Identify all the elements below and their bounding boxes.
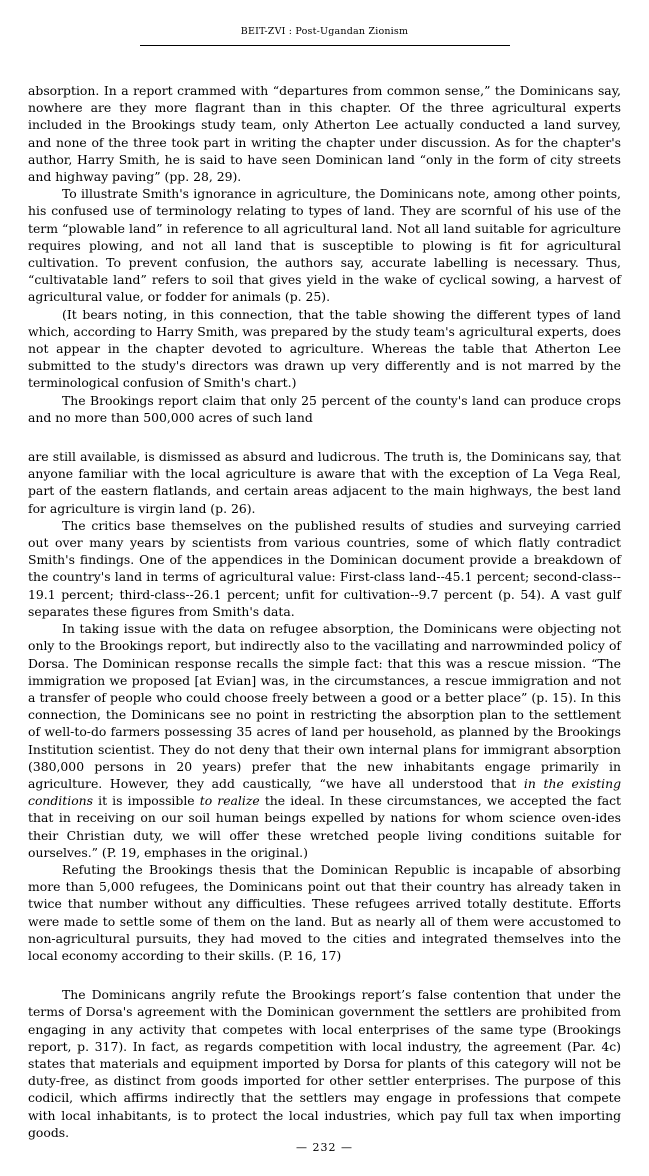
text-run: it is impossible: [93, 793, 200, 809]
paragraph: (It bears noting, in this connection, that the table showing the different types of land which, according to Harry Smith, was prepared by the study team's agricultural experts, does not appear in the chapter devoted to agriculture. Whereas the table that Atherton Lee submitted to the study's directors was drawn up very differently and is not marred by the terminological confusion of Smith's chart.): [28, 306, 621, 391]
paragraph: Refuting the Brookings thesis that the Dominican Republic is incapable of absorbing more than 5,000 refugees, the Dominicans point out that their country has already taken in twice that number without any difficulties. These refugees arrived totally destitute. Efforts were made to settle some of them on the land. But as nearly all of them were accustomed to non-agricultural pursuits, they had moved to the cities and integrated themselves into the local economy according to their skills. (P. 16, 17): [28, 861, 621, 963]
text-run: the ideal. In these circumstances, we accepted the fact that in receiving on our soil human beings expelled by nations for whom science oven-ides their Christian duty, we will offer these wretched people living conditions suitable for ourselves.” (P. 19, emphases in the original.): [28, 793, 622, 860]
page-number: — 232 —: [296, 1140, 353, 1154]
paragraph-rich: [28, 620, 621, 861]
body-text: [28, 82, 621, 1141]
paragraph: are still available, is dismissed as absurd and ludicrous. The truth is, the Dominicans say, that anyone familiar with the local agriculture is aware that with the exception of La Vega Real, part of the eastern flatlands, and certain areas adjacent to the main highways, the best land for agriculture is virgin land (p. 26).: [28, 449, 621, 516]
paragraph: To illustrate Smith's ignorance in agriculture, the Dominicans note, among other points, his confused use of terminology relating to types of land. They are scornful of his use of the term “plowable land” in reference to all agricultural land. Not all land suitable for agriculture requires plowing, and not all land that is susceptible to plowing is fit for agricultural cultivation. To prevent confusion, the authors say, accurate labelling is necessary. Thus, “cultivatable land” refers to soil that gives yield in the wake of cyclical sowing, a harvest of agricultural value, or fodder for animals (p. 25).: [28, 186, 621, 305]
running-title: BEIT-ZVI : Post-Ugandan Zionism: [240, 26, 409, 37]
page-header: [28, 24, 621, 46]
paragraph: The Brookings report claim that only 25 percent of the county's land can produce crops and no more than 500,000 acres of such land: [28, 392, 621, 425]
text-run-italic: to realize: [199, 793, 260, 809]
text-run: In taking issue with the data on refugee absorption, the Dominicans were objecting not only to the Brookings report, but indirectly also to the vacillating and narrowminded policy of Dorsa. The Dominican response recalls the simple fact: that this was a rescue mission. “The immigration we proposed [at Evian] was, in the circumstances, a rescue immigration and not a transfer of people who could choose freely between a good or a better place” (p. 15). In this connection, the Dominicans see no point in restricting the absorption plan to the settlement of well-to-do farmers possessing 35 acres of land per household, as planned by the Brookings Institution scientist. They do not deny that their own internal plans for immigrant absorption (380,000 persons in 20 years) prefer that the new inhabitants engage primarily in agriculture. However, they add caustically, “we have all understood that: [28, 621, 621, 791]
text-run-italic: in the existing conditions: [28, 775, 621, 809]
paragraph: The critics base themselves on the published results of studies and surveying carried out over many years by scientists from various countries, some of which flatly contradict Smith's findings. One of the appendices in the Dominican document provide a breakdown of the country's land in terms of agricultural value: First-class land--45.1 percent; second-class-- 19.1 percent; third-class--26.1 percent; unfit for cultivation--9.7 percent (p. 54). A vast gulf separates these figures from Smith's data.: [28, 517, 621, 619]
paragraph: The Dominicans angrily refute the Brookings report’s false contention that under the terms of Dorsa's agreement with the Dominican government the settlers are prohibited from engaging in any activity that competes with local enterprises of the same type (Brookings report, p. 317). In fact, as regards competition with local industry, the agreement (Par. 4c) states that materials and equipment imported by Dorsa for plants of this category will not be duty-free, as distinct from goods imported for other settler enterprises. The purpose of this codicil, which affirms indirectly that the settlers may engage in professions that compete with local inhabitants, is to protect the local industries, which pay full tax when importing goods.: [28, 987, 621, 1140]
paragraph: absorption. In a report crammed with “departures from common sense,” the Dominicans say, nowhere are they more flagrant than in this chapter. Of the three agricultural experts included in the Brookings study team, only Atherton Lee actually conducted a land survey, and none of the three took part in writing the chapter under discussion. As for the chapter's author, Harry Smith, he is said to have seen Dominican land “only in the form of city streets and highway paving” (pp. 28, 29).: [28, 83, 621, 185]
header-rule: [140, 39, 510, 46]
paragraph-spacer: [28, 964, 621, 986]
paragraph-spacer: [28, 426, 621, 448]
